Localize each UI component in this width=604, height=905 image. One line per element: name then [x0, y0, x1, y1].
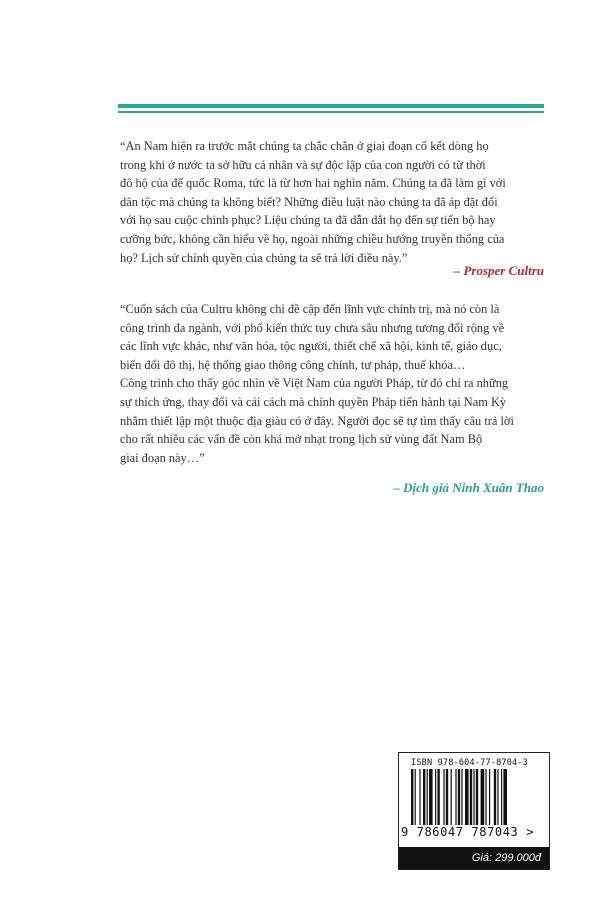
- quote-line: sự thích ứng, thay đổi và cải cách mà chính quyền Pháp tiến hành tại Nam Kỳ: [120, 394, 507, 409]
- quote-line: đô hộ của đế quốc Roma, tức là từ hơn hai nghìn năm. Chúng ta đã làm gì với: [120, 176, 506, 191]
- quote-line: giai đoạn này…”: [120, 450, 205, 465]
- top-divider-thick: [118, 104, 544, 108]
- barcode-bars-icon: [411, 769, 537, 825]
- attribution-prosper-cultru: – Prosper Cultru: [453, 263, 544, 278]
- quote-line: với họ sau cuộc chinh phục? Liệu chúng ta đã dẫn dắt họ đến sự tiến bộ hay: [120, 213, 496, 228]
- quote-translator: [120, 300, 546, 467]
- quote-line: họ? Lịch sử chính quyền của chúng ta sẽ trả lời điều này.”: [120, 250, 408, 265]
- quote-line: dân tộc mà chúng ta không biết? Những điều luật nào chúng ta đã áp đặt đối: [120, 194, 498, 209]
- quote-line: cưỡng bức, không cần hiểu về họ, ngoài những chiều hướng truyền thống của: [120, 231, 505, 246]
- quote-line: trong khi ở nước ta sở hữu cá nhân và sự độc lập của con người có từ thời: [120, 157, 486, 172]
- isbn-barcode: [398, 752, 550, 870]
- isbn-number: ISBN 978-604-77-8704-3: [411, 758, 528, 768]
- price-label: Giá: 299.000đ: [399, 847, 549, 869]
- quote-line: công trình đa ngành, với phổ kiến thức tuy chưa sâu nhưng tương đối rộng về: [120, 320, 505, 335]
- quote-line: các lĩnh vực khác, như văn hóa, tộc người, thiết chế xã hội, kinh tế, giáo dục,: [120, 339, 502, 354]
- ean-digits: 9 786047 787043 >: [401, 825, 535, 839]
- quote-line: cho rất nhiều các vấn đề còn khá mở nhạt trong lịch sử vùng đất Nam Bộ: [120, 432, 483, 447]
- quote-line: “Cuốn sách của Cultru không chỉ đề cập đến lĩnh vực chính trị, mà nó còn là: [120, 302, 500, 316]
- quote-prosper-cultru: [120, 137, 546, 267]
- attribution-translator: – Dịch giả Ninh Xuân Thao: [393, 480, 544, 495]
- quote-line: “An Nam hiện ra trước mắt chúng ta chắc chắn ở giai đoạn cố kết dòng họ: [120, 139, 489, 153]
- quote-line: Công trình cho thấy góc nhìn về Việt Nam của người Pháp, từ đó chỉ ra những: [120, 376, 509, 391]
- quote-line: nhằm thiết lập một thuộc địa giàu có ở đây. Người đọc sẽ tự tìm thấy câu trả lời: [120, 413, 514, 428]
- top-divider-thin: [118, 111, 544, 113]
- quote-line: biến đổi đô thị, hệ thống giao thông công chính, tư pháp, thuế khóa…: [120, 357, 466, 372]
